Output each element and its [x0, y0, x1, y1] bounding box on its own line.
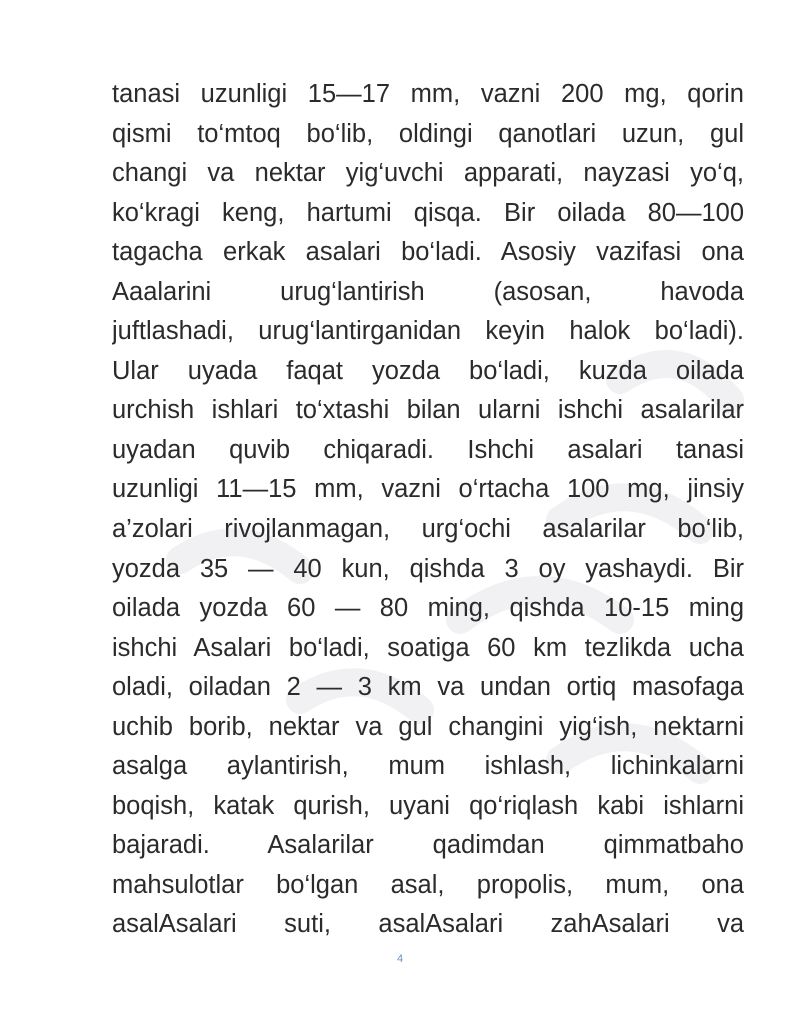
text-line: Aaalarini urug‘lantirish (asosan, havoda	[112, 277, 744, 306]
text-line: asalga aylantirish, mum ishlash, lichinkalarni	[112, 752, 744, 781]
text-line: uchib borib, nektar va gul changini yig‘ish, nektarni	[112, 712, 744, 741]
text-line: qismi to‘mtoq bo‘lib, oldingi qanotlari uzun, gul	[112, 119, 744, 148]
text-line: ko‘kragi keng, hartumi qisqa. Bir oilada 80—100	[112, 198, 744, 227]
text-line: a’zolari rivojlanmagan, urg‘ochi asalarilar bo‘lib,	[112, 515, 744, 544]
text-line: boqish, katak qurish, uyani qo‘riqlash kabi ishlarni	[112, 791, 744, 820]
text-line: ishchi Asalari bo‘ladi, soatiga 60 km tezlikda ucha	[112, 633, 744, 662]
text-body	[112, 75, 744, 945]
text-line: mahsulotlar bo‘lgan asal, propolis, mum, ona	[112, 870, 744, 899]
text-line: yozda 35 — 40 kun, qishda 3 oy yashaydi. Bir	[112, 554, 744, 583]
text-line: bajaradi. Asalarilar qadimdan qimmatbaho	[112, 831, 744, 860]
text-line: tagacha erkak asalari bo‘ladi. Asosiy vazifasi ona	[112, 238, 744, 267]
text-line: juftlashadi, urug‘lantirganidan keyin halok bo‘ladi).	[112, 317, 744, 346]
text-line: oladi, oiladan 2 — 3 km va undan ortiq masofaga	[112, 673, 744, 702]
text-line: urchish ishlari to‘xtashi bilan ularni ishchi asalarilar	[112, 396, 744, 425]
text-line: tanasi uzunligi 15—17 mm, vazni 200 mg, qorin	[112, 80, 744, 108]
text-line: uzunligi 11—15 mm, vazni o‘rtacha 100 mg, jinsiy	[112, 475, 744, 504]
page-number: 4	[396, 953, 404, 965]
text-line: Ular uyada faqat yozda bo‘ladi, kuzda oilada	[112, 356, 744, 385]
text-line: asalAsalari suti, asalAsalari zahAsalari va	[112, 910, 744, 939]
text-line: changi va nektar yig‘uvchi apparati, nayzasi yo‘q,	[112, 159, 744, 188]
text-line: oilada yozda 60 — 80 ming, qishda 10-15 ming	[112, 594, 744, 623]
text-line: uyadan quvib chiqaradi. Ishchi asalari tanasi	[112, 435, 744, 464]
